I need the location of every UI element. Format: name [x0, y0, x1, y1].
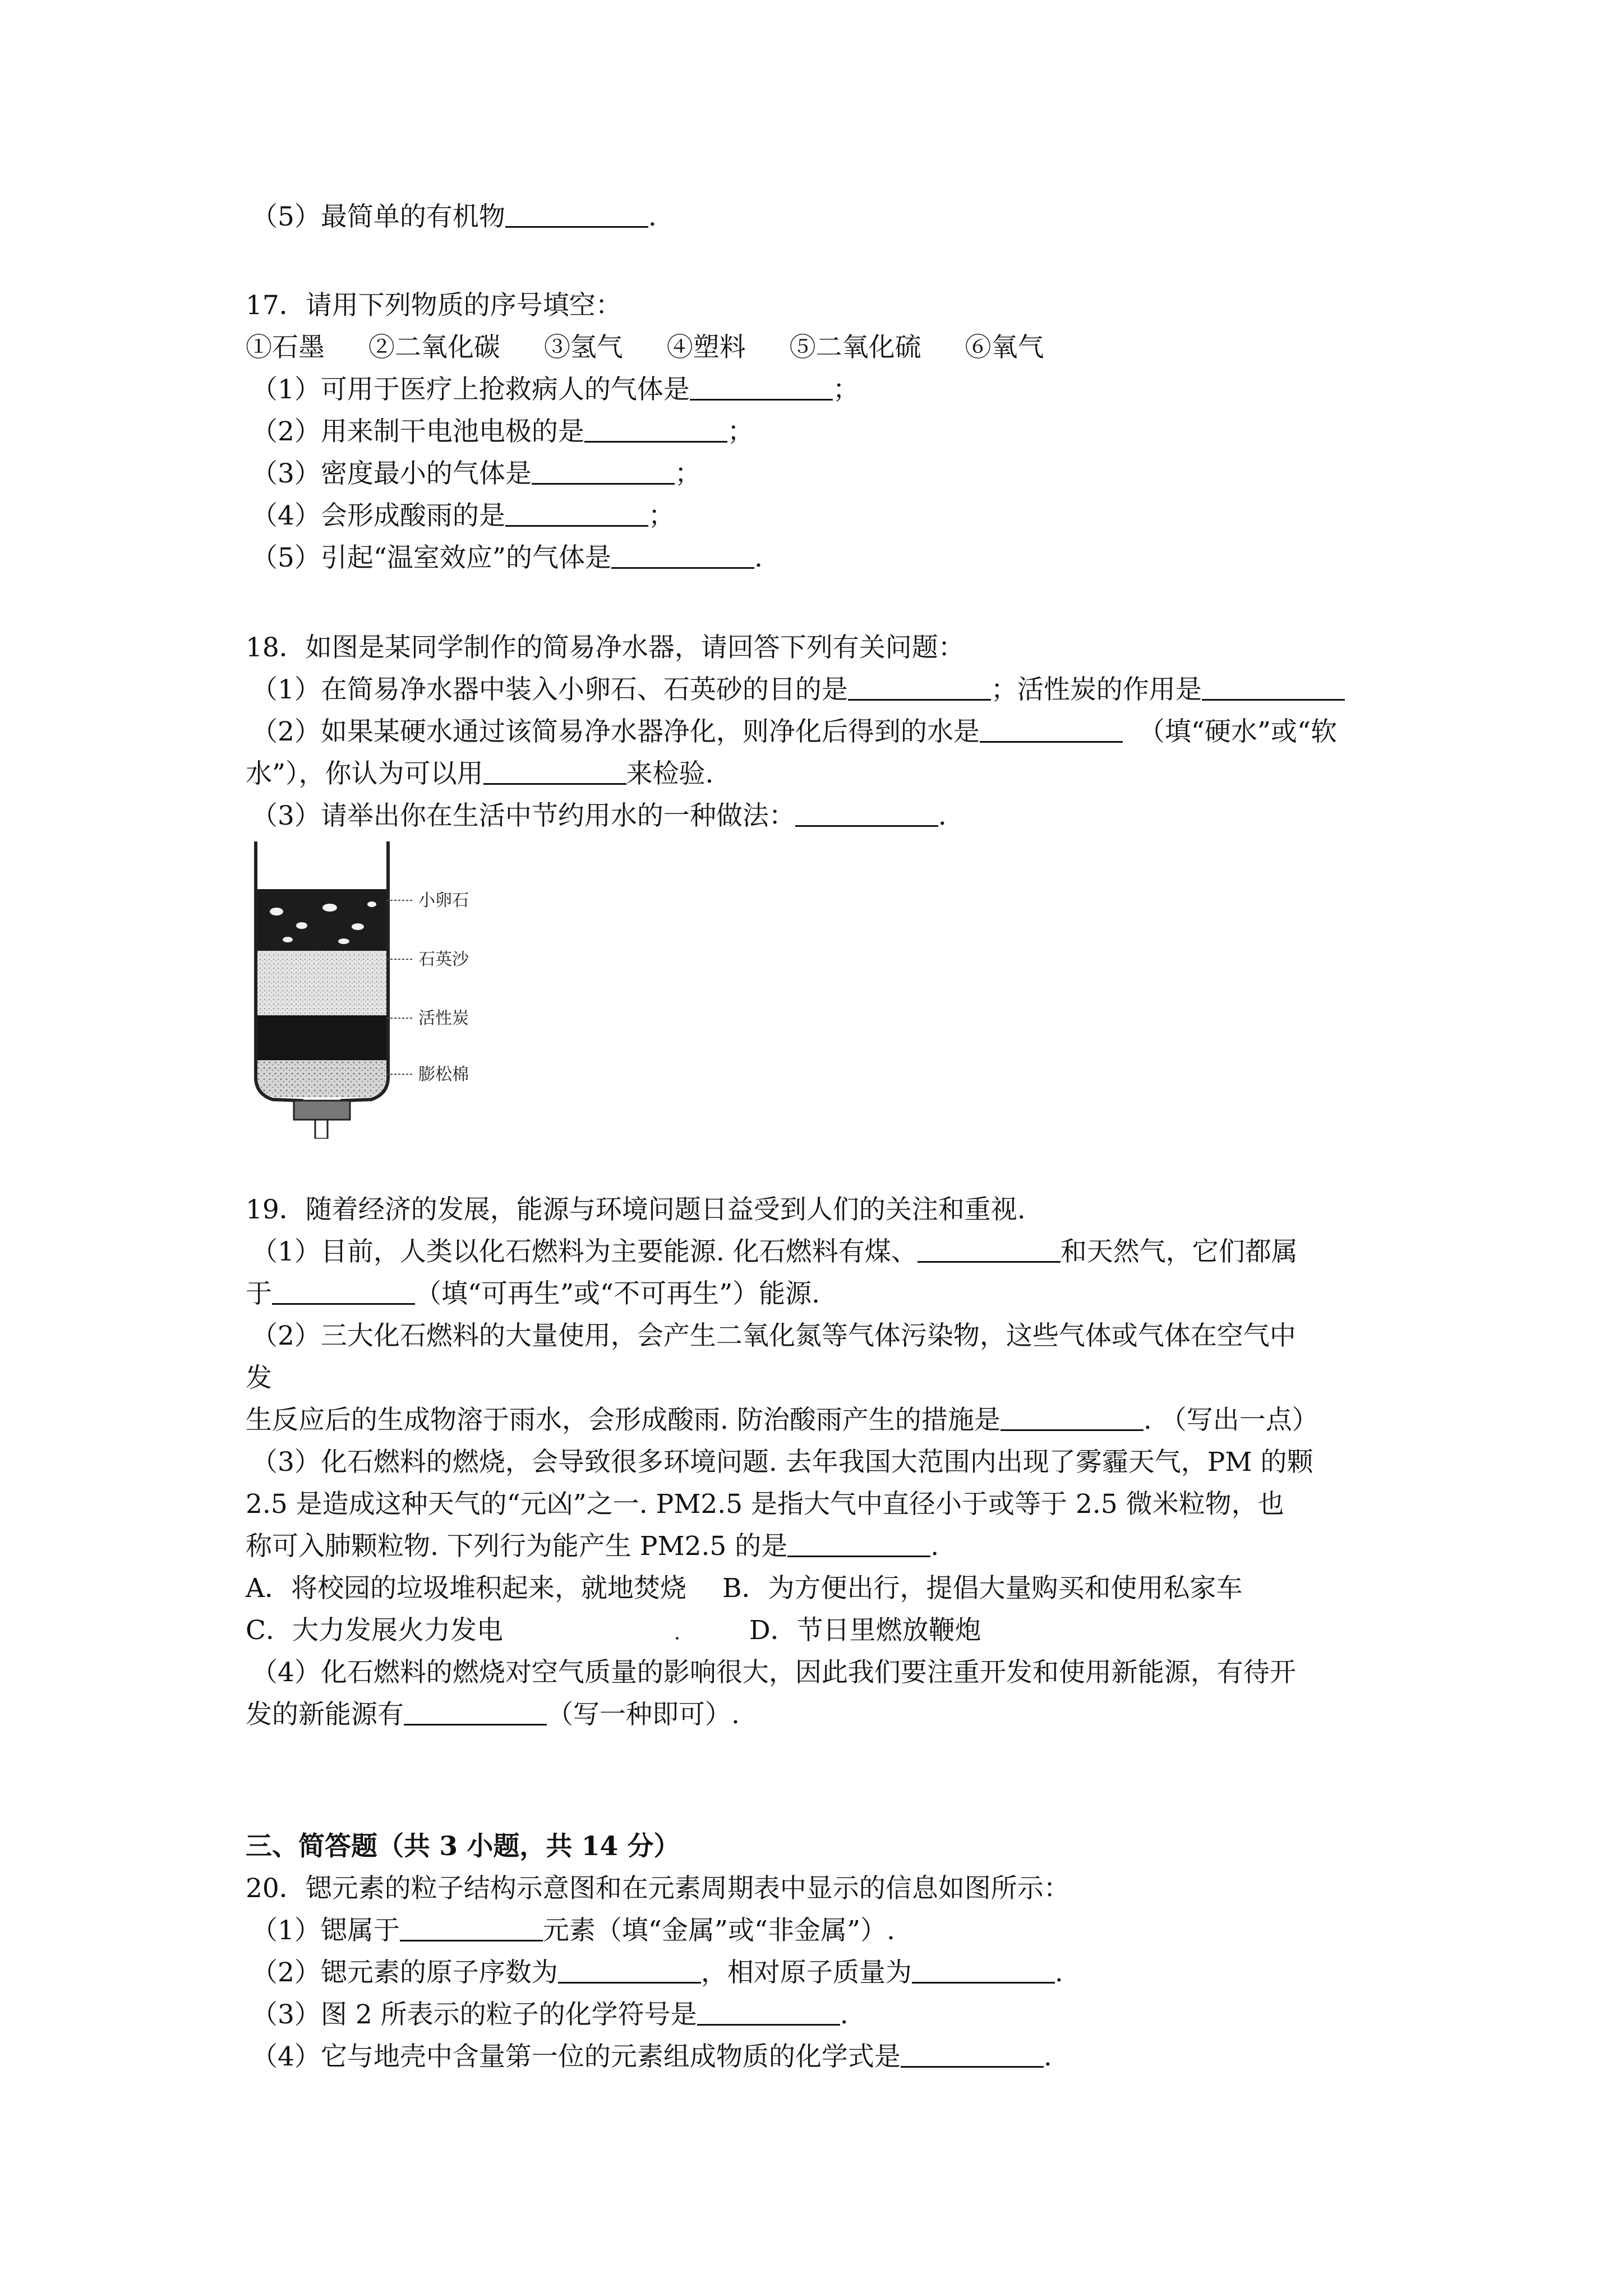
carbon-layer: [257, 1015, 386, 1060]
q20-item2: （2）锶元素的原子序数为 ，相对原子质量为 .: [251, 1957, 1063, 1988]
q19-item2: （2）三大化石燃料的大量使用，会产生二氧化氮等气体污染物，这些气体或气体在空气中: [251, 1320, 1296, 1351]
q17-item5: （5）引起“温室效应”的气体是 .: [251, 542, 763, 573]
water-filter-figure: [246, 841, 537, 1139]
q18-item2: （2）如果某硬水通过该简易净水器净化，则净化后得到的水是 （填“硬水”或“软: [251, 716, 1337, 747]
q17-item4: （4）会形成酸雨的是 ；: [251, 500, 675, 531]
answer-blank[interactable]: [917, 1235, 1061, 1263]
answer-blank[interactable]: [787, 1530, 930, 1557]
option: ②二氧化碳: [368, 332, 500, 363]
q18-stem: 18．如图是某同学制作的简易净水器，请回答下列有关问题：: [246, 632, 965, 663]
section3-heading: 三、简答题（共 3 小题，共 14 分）: [246, 1831, 680, 1862]
answer-blank[interactable]: [848, 673, 991, 701]
option: ③氢气: [543, 332, 623, 363]
cotton-layer: [257, 1060, 386, 1097]
outlet-tube: [315, 1120, 328, 1139]
answer-blank[interactable]: [1000, 1404, 1144, 1431]
sand-layer: [257, 951, 386, 1015]
q17-stem: 17．请用下列物质的序号填空：: [246, 290, 622, 321]
choice-d[interactable]: D．节日里燃放鞭炮: [749, 1615, 981, 1646]
q20-stem: 20．锶元素的粒子结构示意图和在元素周期表中显示的信息如图所示：: [246, 1873, 1070, 1904]
answer-blank[interactable]: [980, 715, 1123, 743]
q19-item4: （4）化石燃料的燃烧对空气质量的影响很大，因此我们要注重开发和使用新能源，有待开: [251, 1657, 1296, 1688]
answer-blank[interactable]: [400, 1914, 543, 1941]
answer-blank[interactable]: [483, 757, 626, 785]
q19-item2-wrap: 发: [246, 1363, 272, 1393]
option: ⑥氧气: [965, 332, 1044, 363]
q17-item2: （2）用来制干电池电极的是 ；: [251, 416, 754, 447]
choice-c[interactable]: C．大力发展火力发电: [246, 1615, 503, 1646]
label-activated-carbon: 活性炭: [418, 1009, 469, 1028]
bottle-cap: [294, 1101, 350, 1120]
pebble-layer: [257, 889, 386, 951]
answer-blank[interactable]: [505, 499, 648, 527]
q17-item1: （1）可用于医疗上抢救病人的气体是 ；: [251, 374, 859, 405]
q18-item1: （1）在简易净水器中装入小卵石、石英砂的目的是 ；活性炭的作用是: [251, 673, 1345, 707]
answer-blank[interactable]: [272, 1277, 415, 1305]
q18-item2-cont: 水”），你认为可以用 来检验.: [246, 758, 714, 789]
q20-item4: （4）它与地壳中含量第一位的元素组成物质的化学式是 .: [251, 2041, 1052, 2072]
q19-choices-cd: [246, 1614, 981, 1648]
q19-item1-cont: 于 （填“可再生”或“不可再生”）能源.: [246, 1278, 820, 1309]
q19-stem: 19．随着经济的发展，能源与环境问题日益受到人们的关注和重视.: [246, 1194, 1026, 1225]
answer-blank[interactable]: [901, 2040, 1044, 2068]
answer-blank[interactable]: [404, 1698, 547, 1726]
answer-blank[interactable]: [558, 1956, 701, 1984]
answer-blank[interactable]: [912, 1956, 1055, 1984]
answer-blank[interactable]: [697, 1998, 840, 2026]
leader-lines: [386, 900, 414, 1074]
q19-choices-ab: [246, 1572, 1243, 1605]
answer-blank[interactable]: [795, 799, 938, 827]
q17-item3: （3）密度最小的气体是 ；: [251, 458, 701, 489]
q16-item5: （5）最简单的有机物 .: [251, 201, 657, 232]
answer-blank[interactable]: [584, 415, 727, 443]
q19-item2-cont: 生反应后的生成物溶于雨水，会形成酸雨. 防治酸雨产生的措施是 . （写出一点）: [246, 1405, 1318, 1435]
choice-b[interactable]: B．为方便出行，提倡大量购买和使用私家车: [722, 1573, 1243, 1604]
label-cotton: 膨松棉: [418, 1065, 469, 1084]
q19-item3: （3）化石燃料的燃烧，会导致很多环境问题. 去年我国大范围内出现了雾霾天气，PM 的颗: [251, 1447, 1313, 1478]
option: ①石墨: [246, 332, 325, 363]
answer-blank[interactable]: [1202, 673, 1345, 701]
water-filter-diagram: [246, 841, 537, 1139]
stray-dot: [676, 1637, 679, 1640]
q19-item1: （1）目前，人类以化石燃料为主要能源. 化石燃料有煤、 和天然气，它们都属: [251, 1236, 1298, 1267]
label-pebbles: 小卵石: [418, 891, 469, 910]
answer-blank[interactable]: [611, 541, 754, 569]
answer-blank[interactable]: [532, 457, 675, 485]
q18-item3: （3）请举出你在生活中节约用水的一种做法： .: [251, 800, 947, 831]
q19-item3-line3: 称可入肺颗粒物. 下列行为能产生 PM2.5 的是 .: [246, 1531, 939, 1562]
option: ⑤二氧化硫: [789, 332, 921, 363]
q19-item3-line2: 2.5 是造成这种天气的“元凶”之一. PM2.5 是指大气中直径小于或等于 2.5 微米粒物，也: [246, 1489, 1284, 1520]
q20-item1: （1）锶属于 元素（填“金属”或“非金属”）.: [251, 1915, 895, 1946]
answer-blank[interactable]: [690, 373, 833, 401]
label-quartz-sand: 石英沙: [418, 950, 469, 969]
q20-item3: （3）图 2 所表示的粒子的化学符号是 .: [251, 1999, 849, 2030]
option: ④塑料: [666, 332, 746, 363]
q17-options: [246, 331, 1044, 365]
q19-item4-cont: 发的新能源有 （写一种即可）.: [246, 1699, 740, 1730]
answer-blank[interactable]: [505, 200, 648, 228]
choice-a[interactable]: A．将校园的垃圾堆积起来，就地焚烧: [246, 1573, 686, 1604]
